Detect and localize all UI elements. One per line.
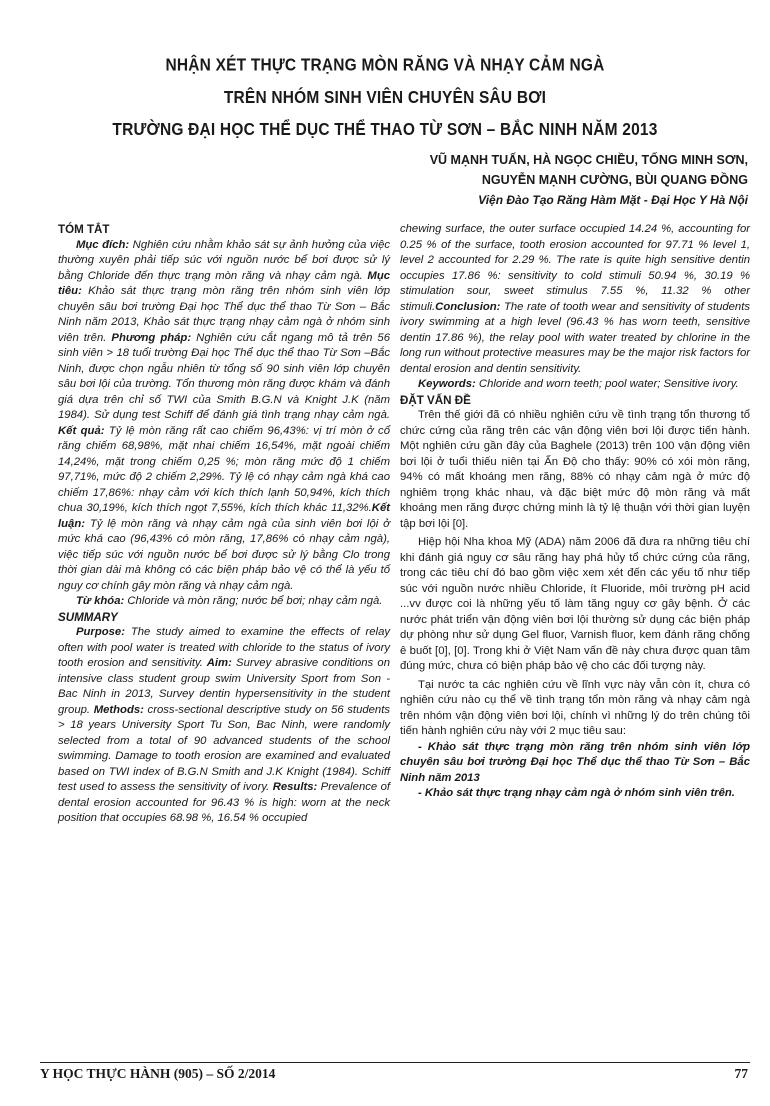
mucdich-text: Nghiên cứu nhằm khảo sát sự ảnh hưởng của việc thường xuyên phải tiếp súc với nguồn nước bể bơi được sử lý bằng Chloride đến thực trạng mòn răng và nhạy cảm ngà. (58, 238, 391, 282)
left-column (58, 222, 390, 827)
keywords-text: Chloride and worn teeth; pool water; Sensitive ivory. (475, 378, 739, 390)
aim-text: Survey abrasive conditions on intensive class student group swim University Sport from Son - Bac Ninh in 2013, Survey dentin hypersensitivity in the student group. (58, 657, 390, 716)
objective-1: - Khảo sát thực trạng mòn răng trên nhóm sinh viên lớp chuyên sâu bơi trường Đại học Thể dục thể thao Từ Sơn – Bắc Ninh năm 2013 (400, 740, 750, 784)
page-number: 77 (734, 1066, 748, 1081)
intro-paragraph-2: Hiệp hội Nha khoa Mỹ (ADA) năm 2006 đã đưa ra những tiêu chí khi đánh giá nguy cơ sâu răng hay phá hủy tổ chức cứng của răng, trong các tiêu chí đó bao gồm việc xem xét đến các yếu tố như tiếp súc với nguồn nước nhiều Chloride, ít Fluoride, môi trường pH acid ...vv được coi là những yếu tố làm tăng nguy cơ gây bệnh. Ở các nước phát triển vận động viên bơi lội thường sử dụng các biện pháp dự phòng như sử dụng Gel fluor, Varnish fluor, kem đánh răng chống ê buốt [0], [0]. Trong khi ở Việt Nam vấn đề này chưa được quan tâm đúng mức, chưa có biện pháp bảo vệ cho các đối tượng này. (400, 536, 750, 672)
muctieu-text: Khảo sát thực trạng mòn răng trên nhóm sinh viên lớp chuyên sâu bơi trường Đại học Thể dục thể thao Từ Sơn – Bắc Ninh năm 2013, Khảo sát thực trạng nhạy cảm ngà ở nhóm sinh viên trên. (58, 285, 390, 344)
authors-line-1: VŨ MẠNH TUẤN, HÀ NGỌC CHIỀU, TỐNG MINH SƠN, (429, 153, 748, 167)
intro-paragraph-1: Trên thế giới đã có nhiều nghiên cứu về tình trạng tổn thương tổ chức cứng của răng trên các vận động viên bơi lội được tiến hành. Một nghiên cứu gần đây của Baghele (2013) trên 100 vận động viên bơi lội ở tuổi thiếu niên tại Ấn Độ cho thấy: 90% có xói mòn răng, 94% có mất khoáng men răng, 88% có nhạy cảm ngà ở mức độ nghiêm trọng khác nhau, và đặc biệt mức độ mòn răng và mất khoáng men răng được chứng minh là tỷ lệ thuận với thời gian luyện tập bơi lội [0]. (400, 409, 750, 530)
objective-2: - Khảo sát thực trạng nhạy cảm ngà ở nhóm sinh viên trên. (418, 787, 735, 799)
aim-label: Aim: (202, 657, 232, 669)
results-text: Prevalence of dental erosion accounted for 96.43 % is high: worn at the neck position that occupies 68.98 %, 16.54 % occupied (58, 781, 390, 824)
title-line-1: NHẬN XÉT THỰC TRẠNG MÒN RĂNG VÀ NHẠY CẢM NGÀ (165, 55, 605, 76)
summary-paragraph (58, 625, 390, 827)
authors-line-2: NGUYỄN MẠNH CƯỜNG, BÙI QUANG ĐỒNG (481, 173, 748, 187)
ketqua-text: Tỷ lệ mòn răng rất cao chiếm 96,43%: vị trí mòn ở cổ răng chiếm 68,98%, mặt nhai chiếm 16,54%, mặt ngoài chiếm 14,24%, mặt trong chiếm 0,25 %; mòn răng mức độ 1 chiếm 97,71%, mức độ 2 chiếm 2,29%. Tỷ lệ có nhạy cảm ngà khá cao chiếm 17,86%: nhạy cảm với kích thích lạnh 50,94%, kích thích chua 30,19%, kích thích ngọt 7,55%, kích thích khác 11,32%. (58, 424, 390, 514)
summary-heading: SUMMARY (58, 610, 118, 624)
authors-block (430, 150, 748, 210)
affiliation: Viện Đào Tạo Răng Hàm Mặt - Đại Học Y Hà Nội (478, 193, 748, 207)
phuongphap-label: Phương pháp: (106, 331, 192, 344)
title-line-2: TRÊN NHÓM SINH VIÊN CHUYÊN SÂU BƠI (223, 87, 547, 108)
ketluan-text: Tỷ lệ mòn răng và nhạy cảm ngà của sinh viên bơi lội ở mức khá cao (96,43% có mòn răng, 17,86% có nhạy cảm ngà), việc tiếp súc với nguồn nước bể bơi được sử lý bằng Clo trong thời gian dài mà không có các biện pháp bảo vệ có thể là yếu tố nguy cơ chính gây mòn răng và nhạy cảm ngà. (58, 517, 390, 592)
intro-paragraph-3: Tại nước ta các nghiên cứu về lĩnh vực này vẫn còn ít, chưa có nghiên cứu nào cụ thể về tình trạng tổn mòn răng và nhạy cảm ngà trên nhóm vận động viên bơi lội, chính vì những lý do trên chúng tôi tiến hành nghiên cứu này với 2 mục tiêu sau: (400, 678, 750, 737)
conclusion-label: Conclusion: (435, 300, 501, 313)
article-title (40, 50, 730, 147)
conclusion-text: The rate of tooth wear and sensitivity of students ivory swimming at a high level (96.43 % has worn teeth, sensitive dentin 17.86 %), the relay pool with water treated by chlorine in the long run without protective measures may be the major risk factors for dental erosion and dentin sensitivity. (400, 300, 750, 375)
tukhoa-text: Chloride và mòn răng; nước bể bơi; nhạy cảm ngà. (124, 595, 383, 607)
keywords-label: Keywords: (418, 378, 476, 390)
journal-footer: Y HỌC THỰC HÀNH (905) – SỐ 2/2014 (40, 1066, 276, 1081)
tomtat-heading: TÓM TẮT (58, 223, 110, 236)
purpose-text: The study aimed to examine the effects of relay often with pool water is treated with chloride to the status of ivory tooth erosion and sensitivity. (58, 626, 390, 669)
tomtat-paragraph (58, 238, 390, 595)
ketqua-label: Kết quả: (58, 424, 105, 437)
footer-rule (40, 1062, 750, 1063)
keywords-paragraph (400, 377, 750, 393)
methods-text: cross-sectional descriptive study on 56 students > 18 years University Sport Tu Son, Bac Ninh, were randomly selected from a total of 90 advanced students of the school swimming. Damage to tooth erosion are examined and evaluated based on TWI index of B.G.N Smith and J.K Knight (1984). Schiff test used to assess the sensitivity of ivory. (58, 703, 390, 793)
ketluan-label: Kết luận: (58, 502, 390, 530)
purpose-label: Purpose: (76, 626, 125, 638)
muctieu-label: Mục tiêu: (58, 269, 390, 297)
summary-cont-text: chewing surface, the outer surface occupied 14.24 %, accounting for 0.25 % of the surface, tooth erosion accounted for 97.71 % level 1, level 2 accounted for 2.29 %. The rate is quite high sensitive dentin occupies 17.86 %: sensitivity to cold stimuli 50.94 %, 30.19 % stimulation sour, sweet stimulus 7.55 %, 11.32 % other stimuli. (400, 223, 750, 313)
methods-label: Methods: (90, 703, 144, 716)
datvande-heading: ĐẶT VẤN ĐỀ (400, 393, 471, 407)
mucdich-label: Mục đích: (76, 238, 130, 251)
right-column (400, 222, 750, 802)
results-label: Results: (269, 781, 318, 793)
summary-continued (400, 222, 750, 377)
phuongphap-text: Nghiên cứu cắt ngang mô tả trên 56 sinh viên > 18 tuổi trường Đại học Thể dục thể thao Từ Sơn –Bắc Ninh, được chọn ngẫu nhiên từ tổng số 90 sinh viên lớp chuyên sâu bơi lội của trường. Tổn thương mòn răng được khám và đánh giá dựa trên chỉ số TWI của Smith B.G.N và Knight J.K (năm 1984). Sử dụng test Schiff để đánh giá tình trạng nhạy cảm ngà. (58, 331, 390, 421)
tukhoa-label: Từ khóa: (76, 595, 125, 607)
tukhoa-paragraph (58, 594, 390, 610)
title-line-3: TRƯỜNG ĐẠI HỌC THỂ DỤC THỂ THAO TỪ SƠN – BẮC NINH NĂM 2013 (112, 120, 658, 140)
